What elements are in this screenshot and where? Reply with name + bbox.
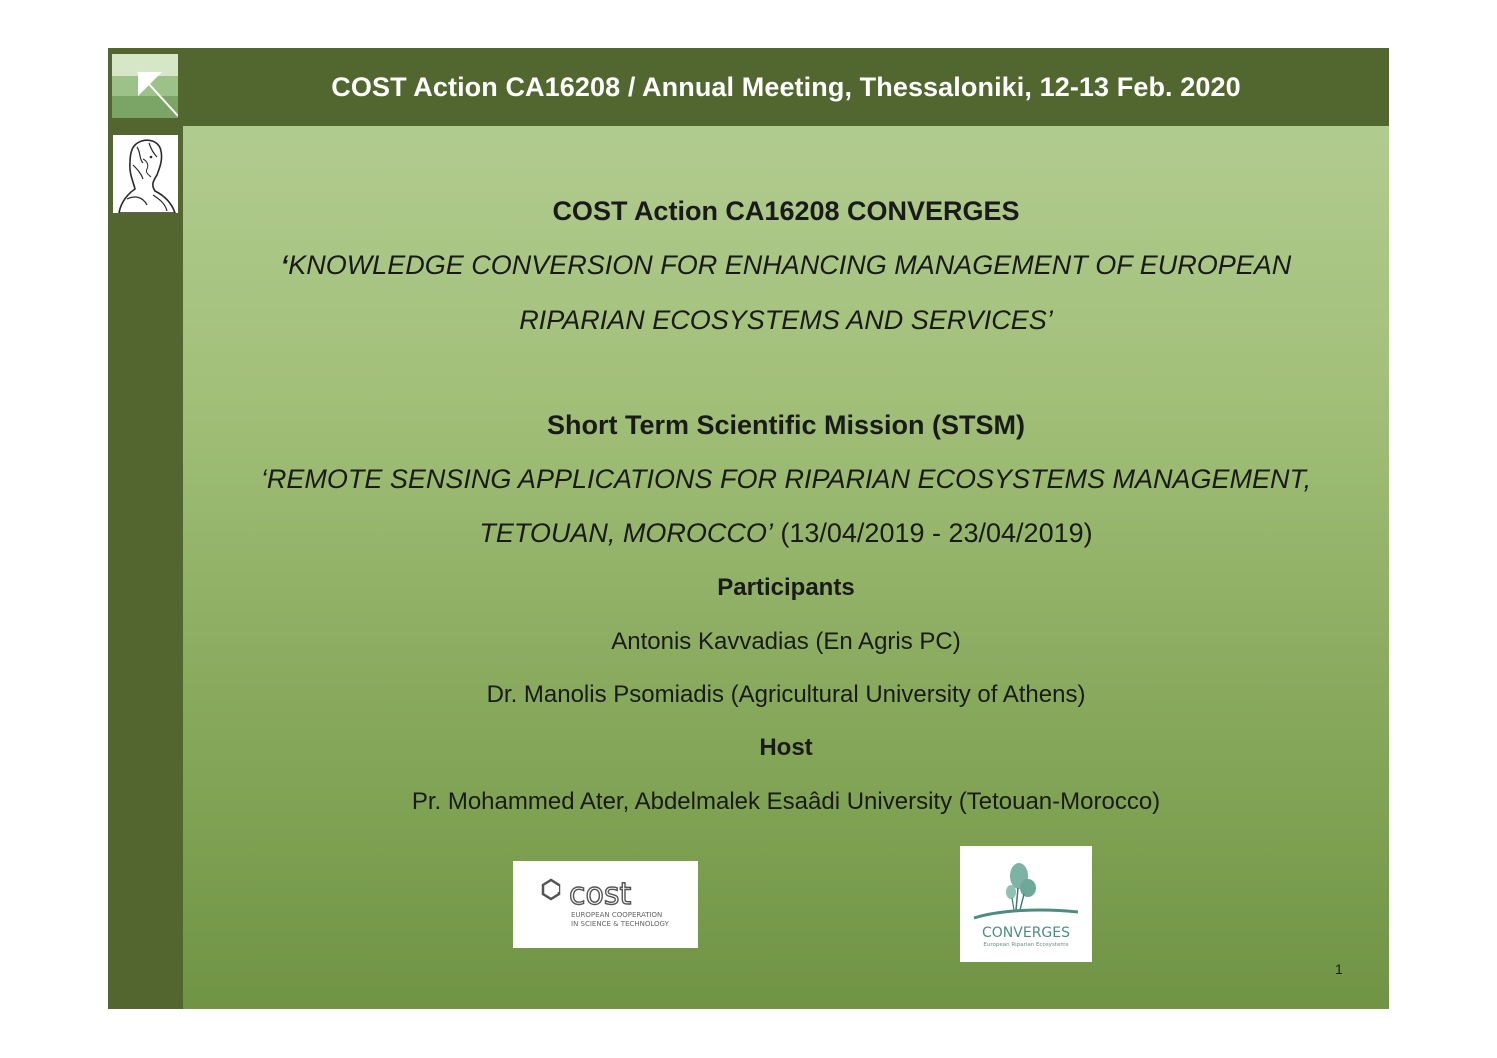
participant-2: Dr. Manolis Psomiadis (Agricultural University of Athens): [486, 681, 1086, 708]
converges-word: CONVERGES: [982, 925, 1070, 941]
cost-tagline-1: EUROPEAN COOPERATION: [571, 911, 663, 919]
participant-1: Antonis Kavvadias (En Agris PC): [611, 628, 961, 655]
opening-quote: ‘: [280, 250, 289, 280]
stsm-heading: Short Term Scientific Mission (STSM): [546, 410, 1026, 440]
cost-logo: [513, 861, 698, 948]
header-title: COST Action CA16208 / Annual Meeting, Thessaloniki, 12-13 Feb. 2020: [331, 71, 1241, 102]
converges-tree-icon: [960, 846, 1092, 962]
action-subtitle-text1: KNOWLEDGE CONVERSION FOR ENHANCING MANAGEMENT OF EUROPEAN: [288, 250, 1292, 280]
stsm-title-line1: ‘REMOTE SENSING APPLICATIONS FOR RIPARIAN ECOSYSTEMS MANAGEMENT,: [260, 464, 1312, 494]
cost-word: cost: [569, 877, 632, 912]
action-subtitle-line1: [183, 250, 1389, 281]
converges-tagline: European Riparian Ecosystems: [983, 942, 1069, 948]
institution-logo-icon: [112, 54, 178, 118]
stsm-location: TETOUAN, MOROCCO’: [479, 518, 773, 548]
action-title: COST Action CA16208 CONVERGES: [552, 196, 1020, 226]
slide: [108, 48, 1389, 1009]
classical-portrait-icon: [113, 135, 178, 213]
cost-tagline-2: IN SCIENCE & TECHNOLOGY: [571, 920, 669, 928]
stsm-title-line2: [183, 518, 1389, 549]
page-number: 1: [1335, 961, 1343, 977]
converges-logo: [960, 846, 1092, 962]
host-name: Pr. Mohammed Ater, Abdelmalek Esaâdi University (Tetouan-Morocco): [411, 788, 1161, 815]
host-heading: Host: [759, 734, 813, 761]
action-subtitle-line2: RIPARIAN ECOSYSTEMS AND SERVICES’: [519, 305, 1053, 335]
sidebar: [108, 48, 183, 1009]
cost-logo-icon: [513, 861, 698, 948]
participants-heading: Participants: [717, 574, 855, 601]
stsm-dates: (13/04/2019 - 23/04/2019): [772, 518, 1093, 548]
